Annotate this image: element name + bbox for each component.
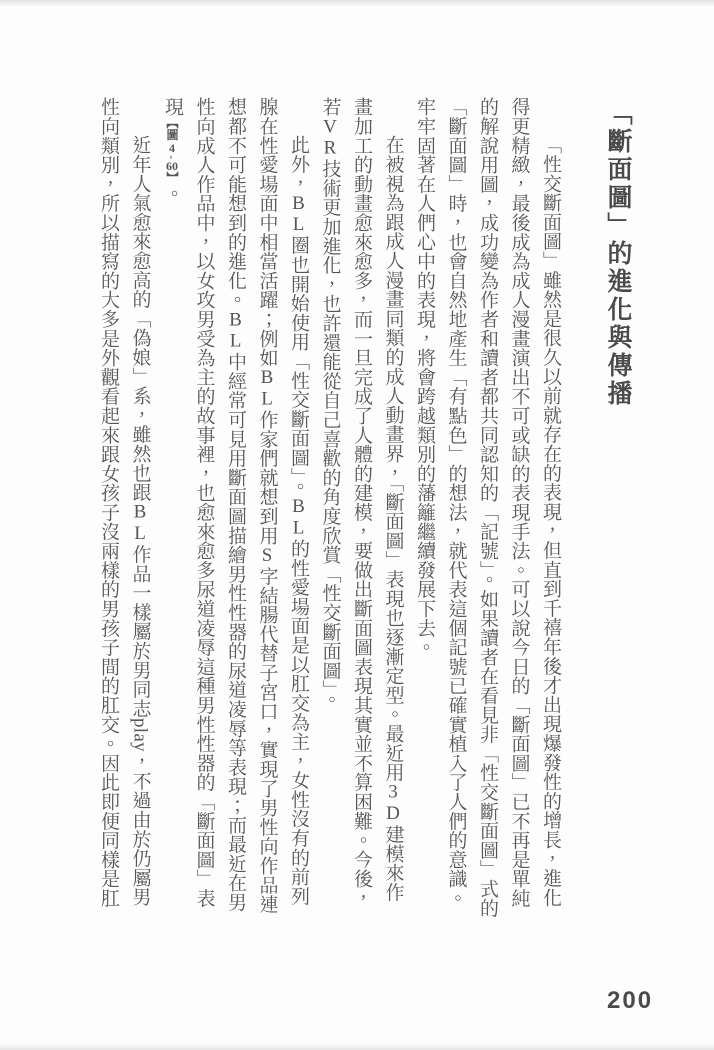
text-segment: 字結腸代替子宮口，實現了男性向作品連想都不可能想到的進化。 [225, 97, 278, 914]
article-body [93, 97, 567, 919]
text-segment-upright: BL [129, 501, 151, 545]
text-segment: 圈也開始使用「性交斷面圖」。 [288, 235, 309, 497]
text-segment-upright: BL [288, 192, 309, 236]
text-segment: 「性交斷面圖」雖然是很久以前就存在的表現，但直到千禧年後才出現爆發性的增長，進化得更精緻，最後成為成人漫畫演出不可或缺的表現手法。可以說今日的「斷面圖」已不再是單純的解說用圖，成功變為作者和讀者都共同認知的「記號」。如果讀者在看見非「性交斷面圖」式的「斷面圖」時，也會自然地產生「有點色」的想法，就代表這個記號已確實植入了人們的意識。牢牢固著在人們心中的表現，將會跨越類別的藩籬繼續發展下去。 [414, 97, 561, 918]
text-segment-upright: VR [319, 116, 341, 159]
text-segment-figref: 】 [165, 171, 179, 184]
text-segment-figref-combined: 60 [166, 159, 178, 172]
page-number: 200 [607, 987, 654, 1014]
scan-edge-top [0, 0, 714, 7]
text-segment: 技術更加進化，也許還能從自己喜歡的角度欣賞「性交斷面圖」。 [319, 158, 341, 710]
paragraph [156, 97, 315, 919]
text-segment: 此外， [288, 135, 309, 193]
text-segment-upright: BL [225, 309, 246, 352]
paragraph [93, 97, 156, 919]
text-segment: 作品一樣屬於男同志play，不過由於仍屬男性向類別，所以描寫的大多是外觀看起來跟女孩子沒兩樣的男孩子間的肛交。因此即便同樣是肛 [98, 97, 151, 908]
text-segment: 中經常可見用斷面圖描繪男性性器的尿道凌辱等表現；而最近在男性向成人作品中，以女攻男受為主的故事裡，也愈來愈多尿道凌辱這種男性性器的「斷面圖」表現 [162, 97, 246, 912]
text-segment-figref-digit: 4 [165, 140, 179, 156]
text-segment: 。 [162, 183, 183, 204]
paragraph [409, 97, 567, 919]
chapter-title: 「斷面圖」的進化與傳播 [604, 100, 632, 408]
text-segment-upright: BL [256, 367, 278, 410]
scan-edge-bottom [0, 1043, 714, 1050]
text-segment: 建模來作畫加工的動畫愈來愈多，而一旦完成了人體的建模，要做出斷面圖表現其實並不算困難。今後，若 [319, 97, 404, 908]
text-segment-upright: 3D [382, 781, 404, 825]
text-segment: 近年人氣愈來愈高的「偽娘」系，雖然也跟 [129, 135, 151, 502]
text-segment: 在被視為跟成人漫畫同類的成人動畫界，「斷面圖」表現也逐漸定型。最近用 [382, 135, 404, 782]
text-segment-figref: - [165, 155, 179, 160]
text-segment-upright: S [256, 544, 278, 567]
text-segment: 作家們就想到用 [256, 409, 278, 545]
text-segment-figref: 【圖 [165, 116, 179, 141]
text-segment-upright: BL [288, 496, 309, 539]
text-segment: 的性愛場面是以肛交為主，女性沒有的前列腺在性愛場面中相當活躍；例如 [256, 97, 309, 906]
paragraph [314, 97, 409, 919]
